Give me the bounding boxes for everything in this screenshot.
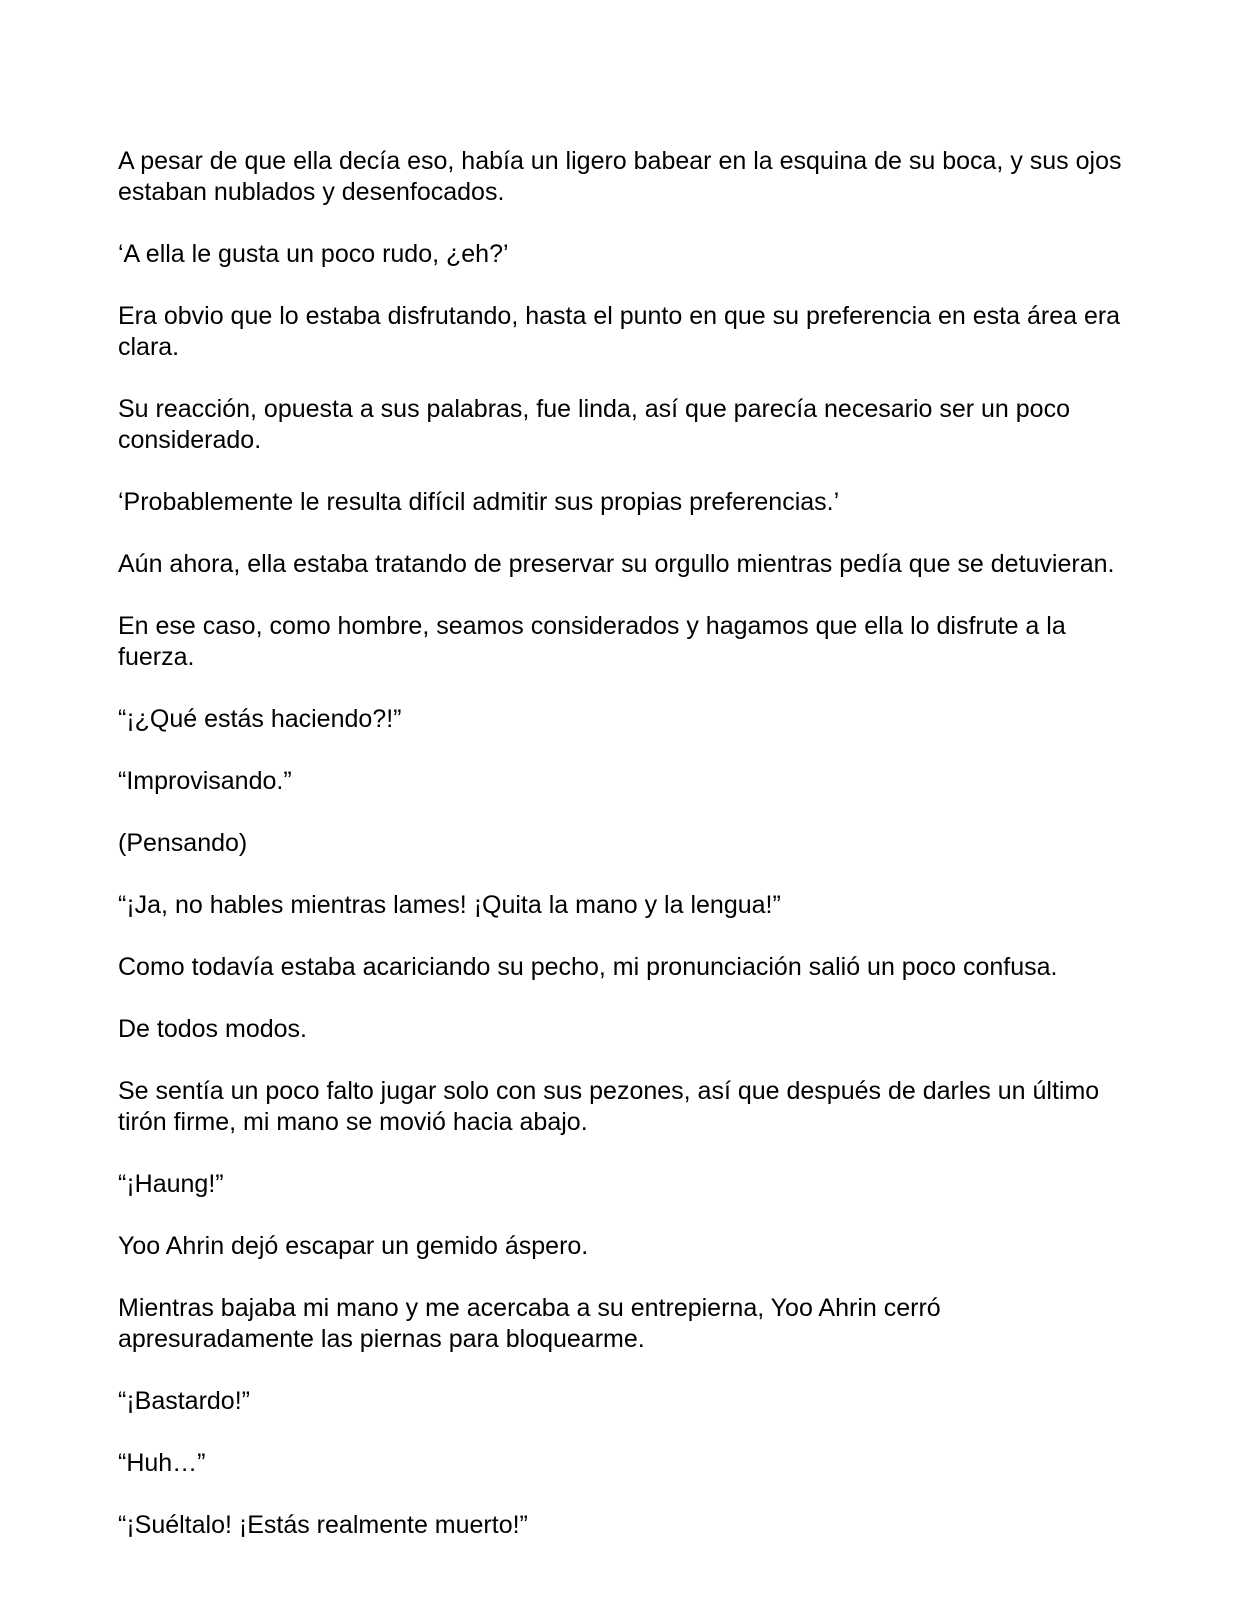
paragraph: “¡¿Qué estás haciendo?!” (118, 705, 402, 733)
paragraph: ‘Probablemente le resulta difícil admitir sus propias preferencias.’ (118, 488, 840, 516)
paragraph: En ese caso, como hombre, seamos considerados y hagamos que ella lo disfrute a la fuerza. (118, 612, 1066, 671)
paragraph: De todos modos. (118, 1015, 307, 1043)
paragraph: ‘A ella le gusta un poco rudo, ¿eh?’ (118, 240, 509, 268)
paragraph: “Improvisando.” (118, 767, 292, 795)
paragraph: “¡Haung!” (118, 1170, 224, 1198)
paragraph: Su reacción, opuesta a sus palabras, fue linda, así que parecía necesario ser un poco considerado. (118, 395, 1070, 454)
paragraph: Aún ahora, ella estaba tratando de preservar su orgullo mientras pedía que se detuvieran. (118, 550, 1115, 578)
paragraph: Mientras bajaba mi mano y me acercaba a su entrepierna, Yoo Ahrin cerró apresuradamente las piernas para bloquearme. (118, 1294, 941, 1353)
paragraph: “¡Bastardo!” (118, 1387, 250, 1415)
document-body (118, 146, 1128, 1572)
paragraph: Yoo Ahrin dejó escapar un gemido áspero. (118, 1232, 589, 1260)
paragraph: Como todavía estaba acariciando su pecho, mi pronunciación salió un poco confusa. (118, 953, 1058, 981)
paragraph: “¡Suéltalo! ¡Estás realmente muerto!” (118, 1511, 528, 1539)
paragraph: “Huh…” (118, 1449, 206, 1477)
paragraph: Se sentía un poco falto jugar solo con sus pezones, así que después de darles un último tirón firme, mi mano se movió hacia abajo. (118, 1077, 1100, 1136)
paragraph: (Pensando) (118, 829, 248, 857)
paragraph: “¡Ja, no hables mientras lames! ¡Quita la mano y la lengua!” (118, 891, 781, 919)
paragraph: Era obvio que lo estaba disfrutando, hasta el punto en que su preferencia en esta área era clara. (118, 302, 1121, 361)
paragraph: A pesar de que ella decía eso, había un ligero babear en la esquina de su boca, y sus ojos estaban nublados y desenfocados. (118, 147, 1122, 206)
